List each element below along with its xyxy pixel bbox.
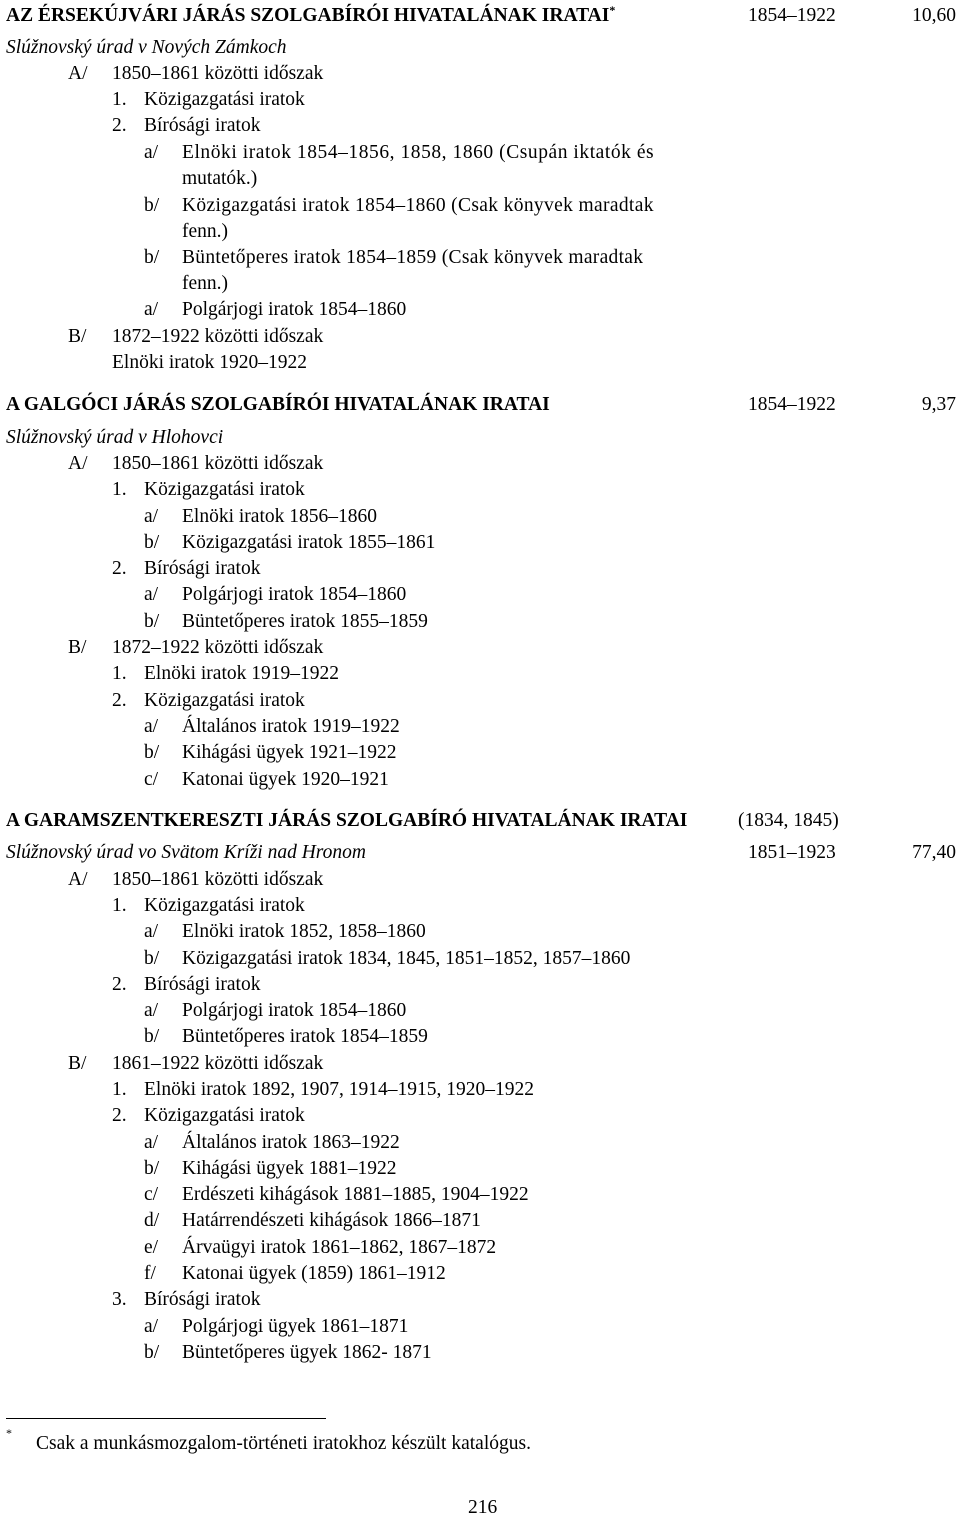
outline-line: b/ Büntetőperes iratok 1854–1859 <box>144 1026 428 1047</box>
section-title: AZ ÉRSEKÚJVÁRI JÁRÁS SZOLGABÍRÓI HIVATALÁNAK IRATAI* <box>6 3 616 26</box>
section-extent: 9,37 <box>921 394 956 415</box>
outline-line: b/ Közigazgatási iratok 1855–1861 <box>144 532 436 553</box>
outline-line: 1. Közigazgatási iratok <box>112 89 305 110</box>
outline-line: a/ Polgárjogi iratok 1854–1860 <box>144 584 407 605</box>
outline-line: b/ Büntetőperes iratok 1854–1859 (Csak könyvek maradtak <box>144 247 644 268</box>
outline-line: b/ Büntetőperes iratok 1855–1859 <box>144 611 428 632</box>
outline-line: Elnöki iratok 1920–1922 <box>112 352 307 373</box>
outline-line: a/ Általános iratok 1919–1922 <box>144 716 400 737</box>
outline-line: a/ Elnöki iratok 1856–1860 <box>144 506 377 527</box>
page-number: 216 <box>468 1497 498 1518</box>
section-title-years: (1834, 1845) <box>738 810 839 831</box>
outline-line: A/ 1850–1861 közötti időszak <box>68 63 324 84</box>
outline-line: f/ Katonai ügyek (1859) 1861–1912 <box>144 1263 446 1284</box>
section-extent: 77,40 <box>912 842 956 863</box>
outline-line: a/ Elnöki iratok 1852, 1858–1860 <box>144 921 426 942</box>
outline-line: fenn.) <box>182 273 229 294</box>
outline-line: e/ Árvaügyi iratok 1861–1862, 1867–1872 <box>144 1237 497 1258</box>
outline-line: a/ Polgárjogi iratok 1854–1860 <box>144 1000 407 1021</box>
section-subtitle: Slúžnovský úrad v Nových Zámkoch <box>6 37 287 58</box>
outline-line: A/ 1850–1861 közötti időszak <box>68 869 324 890</box>
footnote-reference: * <box>609 3 616 17</box>
outline-line: 2. Bírósági iratok <box>112 558 261 579</box>
section-subtitle: Slúžnovský úrad v Hlohovci <box>6 427 224 448</box>
outline-line: B/ 1872–1922 közötti időszak <box>68 326 324 347</box>
outline-line: 1. Elnöki iratok 1892, 1907, 1914–1915, 1920–1922 <box>112 1079 534 1100</box>
outline-line: a/ Elnöki iratok 1854–1856, 1858, 1860 (Csupán iktatók és <box>144 142 655 163</box>
footnote-text: Csak a munkásmozgalom-történeti iratokhoz készült katalógus. <box>36 1433 531 1454</box>
section-subtitle: Slúžnovský úrad vo Svätom Kríži nad Hronom <box>6 842 367 863</box>
section-years: 1851–1923 <box>748 842 836 863</box>
section-years: 1854–1922 <box>748 394 836 415</box>
outline-line: b/ Közigazgatási iratok 1834, 1845, 1851–1852, 1857–1860 <box>144 948 631 969</box>
outline-line: 3. Bírósági iratok <box>112 1289 261 1310</box>
section-title: A GARAMSZENTKERESZTI JÁRÁS SZOLGABÍRÓ HIVATALÁNAK IRATAI <box>6 810 688 831</box>
outline-line: a/ Polgárjogi ügyek 1861–1871 <box>144 1316 409 1337</box>
outline-line: b/ Kihágási ügyek 1881–1922 <box>144 1158 397 1179</box>
section-title: A GALGÓCI JÁRÁS SZOLGABÍRÓI HIVATALÁNAK IRATAI <box>6 394 550 415</box>
outline-line: 2. Bírósági iratok <box>112 974 261 995</box>
outline-line: 1. Közigazgatási iratok <box>112 895 305 916</box>
outline-line: A/ 1850–1861 közötti időszak <box>68 453 324 474</box>
section-years: 1854–1922 <box>748 5 836 26</box>
outline-line: c/ Katonai ügyek 1920–1921 <box>144 769 389 790</box>
outline-line: c/ Erdészeti kihágások 1881–1885, 1904–1922 <box>144 1184 529 1205</box>
outline-line: b/ Közigazgatási iratok 1854–1860 (Csak könyvek maradtak <box>144 195 654 216</box>
outline-line: B/ 1872–1922 közötti időszak <box>68 637 324 658</box>
outline-line: fenn.) <box>182 221 229 242</box>
outline-line: 1. Elnöki iratok 1919–1922 <box>112 663 339 684</box>
outline-line: 2. Közigazgatási iratok <box>112 690 305 711</box>
outline-line: 2. Közigazgatási iratok <box>112 1105 305 1126</box>
outline-line: mutatók.) <box>182 168 258 189</box>
outline-line: b/ Kihágási ügyek 1921–1922 <box>144 742 397 763</box>
outline-line: a/ Polgárjogi iratok 1854–1860 <box>144 299 407 320</box>
outline-line: a/ Általános iratok 1863–1922 <box>144 1132 400 1153</box>
outline-line: d/ Határrendészeti kihágások 1866–1871 <box>144 1210 481 1231</box>
outline-line: B/ 1861–1922 közötti időszak <box>68 1053 324 1074</box>
outline-line: b/ Büntetőperes ügyek 1862- 1871 <box>144 1342 432 1363</box>
outline-line: 2. Bírósági iratok <box>112 115 261 136</box>
footnote-mark: * <box>6 1426 12 1440</box>
footnote-divider <box>6 1418 326 1419</box>
section-extent: 10,60 <box>912 5 956 26</box>
outline-line: 1. Közigazgatási iratok <box>112 479 305 500</box>
